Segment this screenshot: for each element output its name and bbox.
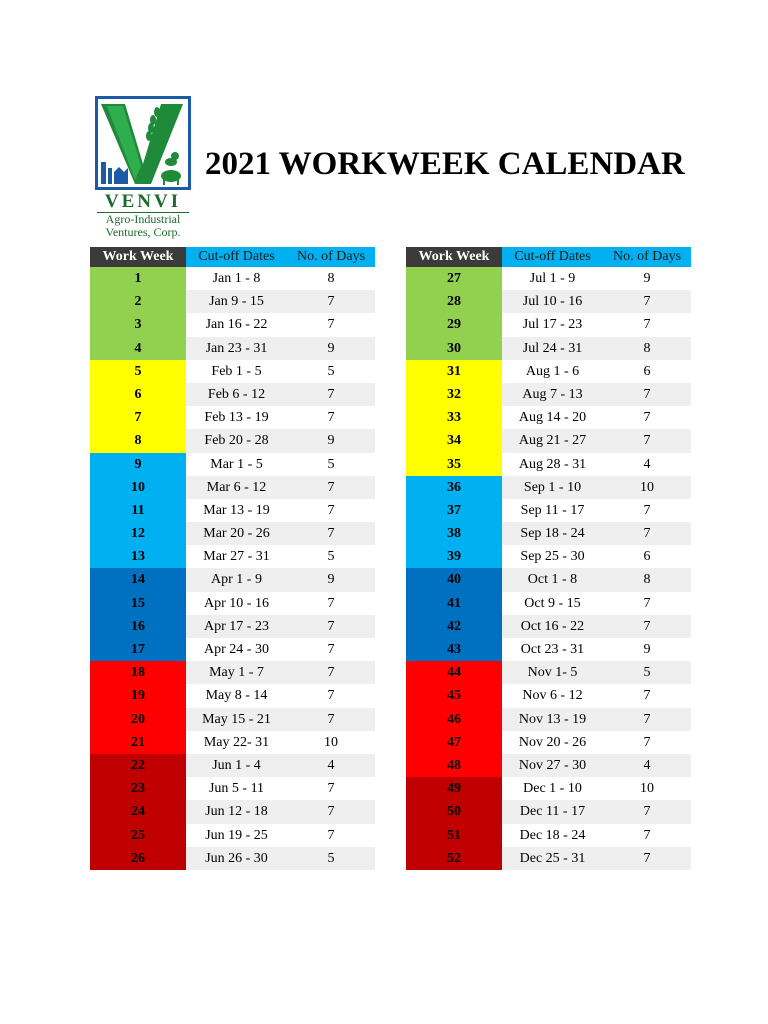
- no-of-days-cell: 9: [287, 568, 375, 591]
- table-row: [406, 661, 691, 684]
- no-of-days-cell: 5: [287, 545, 375, 568]
- no-of-days-cell: 5: [287, 847, 375, 870]
- work-week-cell: 27: [406, 267, 502, 290]
- work-week-cell: 10: [90, 476, 186, 499]
- table-row: [406, 522, 691, 545]
- work-week-cell: 40: [406, 568, 502, 591]
- work-week-cell: 32: [406, 383, 502, 406]
- workweek-table-right: [406, 247, 691, 870]
- table-row: [90, 661, 375, 684]
- cutoff-dates-cell: Jun 12 - 18: [186, 800, 287, 823]
- table-row: [90, 522, 375, 545]
- work-week-cell: 37: [406, 499, 502, 522]
- no-of-days-cell: 7: [603, 290, 691, 313]
- work-week-cell: 50: [406, 800, 502, 823]
- work-week-cell: 25: [90, 824, 186, 847]
- cutoff-dates-cell: Mar 1 - 5: [186, 453, 287, 476]
- table-row: [406, 824, 691, 847]
- no-of-days-cell: 7: [603, 383, 691, 406]
- table-row: [90, 615, 375, 638]
- no-of-days-cell: 9: [287, 429, 375, 452]
- cutoff-dates-cell: Mar 6 - 12: [186, 476, 287, 499]
- workweek-table-left: [90, 247, 375, 870]
- no-of-days-cell: 9: [287, 337, 375, 360]
- table-row: [90, 777, 375, 800]
- table-row: [90, 708, 375, 731]
- cutoff-dates-cell: Jun 19 - 25: [186, 824, 287, 847]
- work-week-cell: 21: [90, 731, 186, 754]
- no-of-days-cell: 10: [287, 731, 375, 754]
- table-row: [90, 267, 375, 290]
- table-row: [406, 800, 691, 823]
- table-row: [406, 267, 691, 290]
- table-row: [406, 568, 691, 591]
- no-of-days-cell: 8: [603, 337, 691, 360]
- header-no-of-days: No. of Days: [287, 247, 375, 267]
- work-week-cell: 20: [90, 708, 186, 731]
- no-of-days-cell: 7: [287, 499, 375, 522]
- table-row: [90, 429, 375, 452]
- work-week-cell: 48: [406, 754, 502, 777]
- work-week-cell: 22: [90, 754, 186, 777]
- cutoff-dates-cell: Feb 20 - 28: [186, 429, 287, 452]
- table-header: [90, 247, 375, 267]
- table-row: [90, 545, 375, 568]
- table-row: [90, 731, 375, 754]
- work-week-cell: 12: [90, 522, 186, 545]
- work-week-cell: 31: [406, 360, 502, 383]
- no-of-days-cell: 9: [603, 638, 691, 661]
- cutoff-dates-cell: Dec 11 - 17: [502, 800, 603, 823]
- cutoff-dates-cell: Dec 18 - 24: [502, 824, 603, 847]
- work-week-cell: 14: [90, 568, 186, 591]
- cutoff-dates-cell: Aug 7 - 13: [502, 383, 603, 406]
- no-of-days-cell: 7: [287, 615, 375, 638]
- cutoff-dates-cell: Aug 1 - 6: [502, 360, 603, 383]
- no-of-days-cell: 7: [287, 708, 375, 731]
- cutoff-dates-cell: Apr 24 - 30: [186, 638, 287, 661]
- work-week-cell: 44: [406, 661, 502, 684]
- cutoff-dates-cell: Apr 17 - 23: [186, 615, 287, 638]
- no-of-days-cell: 7: [287, 592, 375, 615]
- no-of-days-cell: 7: [603, 731, 691, 754]
- work-week-cell: 23: [90, 777, 186, 800]
- cutoff-dates-cell: Mar 13 - 19: [186, 499, 287, 522]
- no-of-days-cell: 5: [603, 661, 691, 684]
- no-of-days-cell: 4: [603, 453, 691, 476]
- cutoff-dates-cell: Nov 13 - 19: [502, 708, 603, 731]
- cutoff-dates-cell: Oct 9 - 15: [502, 592, 603, 615]
- work-week-cell: 17: [90, 638, 186, 661]
- work-week-cell: 7: [90, 406, 186, 429]
- no-of-days-cell: 7: [287, 383, 375, 406]
- work-week-cell: 11: [90, 499, 186, 522]
- cutoff-dates-cell: May 15 - 21: [186, 708, 287, 731]
- cutoff-dates-cell: Jan 23 - 31: [186, 337, 287, 360]
- no-of-days-cell: 10: [603, 476, 691, 499]
- no-of-days-cell: 7: [287, 476, 375, 499]
- no-of-days-cell: 7: [603, 800, 691, 823]
- table-row: [406, 383, 691, 406]
- cutoff-dates-cell: Jan 16 - 22: [186, 313, 287, 336]
- work-week-cell: 8: [90, 429, 186, 452]
- cutoff-dates-cell: Jun 26 - 30: [186, 847, 287, 870]
- work-week-cell: 16: [90, 615, 186, 638]
- no-of-days-cell: 7: [603, 592, 691, 615]
- header-cutoff-dates: Cut-off Dates: [502, 247, 603, 267]
- work-week-cell: 28: [406, 290, 502, 313]
- cutoff-dates-cell: Aug 21 - 27: [502, 429, 603, 452]
- work-week-cell: 52: [406, 847, 502, 870]
- table-row: [90, 684, 375, 707]
- cutoff-dates-cell: Oct 23 - 31: [502, 638, 603, 661]
- work-week-cell: 18: [90, 661, 186, 684]
- table-row: [90, 568, 375, 591]
- cutoff-dates-cell: Jul 1 - 9: [502, 267, 603, 290]
- no-of-days-cell: 7: [603, 824, 691, 847]
- table-row: [406, 545, 691, 568]
- table-row: [406, 754, 691, 777]
- table-row: [406, 429, 691, 452]
- work-week-cell: 4: [90, 337, 186, 360]
- table-body: [90, 267, 375, 870]
- work-week-cell: 45: [406, 684, 502, 707]
- table-row: [406, 337, 691, 360]
- no-of-days-cell: 10: [603, 777, 691, 800]
- work-week-cell: 43: [406, 638, 502, 661]
- venvi-emblem-icon: [95, 96, 191, 190]
- table-row: [406, 290, 691, 313]
- logo-emblem: [95, 96, 191, 190]
- cutoff-dates-cell: Sep 25 - 30: [502, 545, 603, 568]
- cutoff-dates-cell: Sep 1 - 10: [502, 476, 603, 499]
- no-of-days-cell: 7: [603, 499, 691, 522]
- no-of-days-cell: 7: [603, 522, 691, 545]
- work-week-cell: 47: [406, 731, 502, 754]
- table-row: [406, 638, 691, 661]
- work-week-cell: 30: [406, 337, 502, 360]
- no-of-days-cell: 7: [287, 290, 375, 313]
- work-week-cell: 49: [406, 777, 502, 800]
- no-of-days-cell: 6: [603, 360, 691, 383]
- logo-tagline-1: Agro-Industrial: [105, 212, 181, 226]
- work-week-cell: 29: [406, 313, 502, 336]
- table-row: [90, 337, 375, 360]
- table-row: [406, 453, 691, 476]
- table-body: [406, 267, 691, 870]
- no-of-days-cell: 7: [603, 847, 691, 870]
- no-of-days-cell: 7: [287, 313, 375, 336]
- table-row: [90, 499, 375, 522]
- cutoff-dates-cell: Apr 1 - 9: [186, 568, 287, 591]
- table-row: [406, 499, 691, 522]
- work-week-cell: 41: [406, 592, 502, 615]
- cutoff-dates-cell: Jan 1 - 8: [186, 267, 287, 290]
- header-no-of-days: No. of Days: [603, 247, 691, 267]
- cutoff-dates-cell: Mar 27 - 31: [186, 545, 287, 568]
- cutoff-dates-cell: Jun 1 - 4: [186, 754, 287, 777]
- no-of-days-cell: 7: [287, 522, 375, 545]
- cutoff-dates-cell: Nov 1- 5: [502, 661, 603, 684]
- work-week-cell: 6: [90, 383, 186, 406]
- no-of-days-cell: 6: [603, 545, 691, 568]
- work-week-cell: 33: [406, 406, 502, 429]
- no-of-days-cell: 7: [603, 615, 691, 638]
- cutoff-dates-cell: May 1 - 7: [186, 661, 287, 684]
- no-of-days-cell: 7: [603, 406, 691, 429]
- no-of-days-cell: 7: [287, 684, 375, 707]
- cutoff-dates-cell: Dec 25 - 31: [502, 847, 603, 870]
- no-of-days-cell: 7: [287, 777, 375, 800]
- company-logo: [95, 96, 191, 242]
- work-week-cell: 9: [90, 453, 186, 476]
- work-week-cell: 42: [406, 615, 502, 638]
- table-row: [90, 847, 375, 870]
- table-row: [90, 383, 375, 406]
- no-of-days-cell: 7: [287, 661, 375, 684]
- table-row: [406, 476, 691, 499]
- header-cutoff-dates: Cut-off Dates: [186, 247, 287, 267]
- work-week-cell: 15: [90, 592, 186, 615]
- cutoff-dates-cell: Jan 9 - 15: [186, 290, 287, 313]
- table-row: [90, 592, 375, 615]
- table-row: [90, 824, 375, 847]
- table-row: [90, 800, 375, 823]
- cutoff-dates-cell: Sep 18 - 24: [502, 522, 603, 545]
- no-of-days-cell: 4: [287, 754, 375, 777]
- cutoff-dates-cell: Aug 14 - 20: [502, 406, 603, 429]
- cutoff-dates-cell: Oct 16 - 22: [502, 615, 603, 638]
- cutoff-dates-cell: Feb 1 - 5: [186, 360, 287, 383]
- work-week-cell: 38: [406, 522, 502, 545]
- work-week-cell: 39: [406, 545, 502, 568]
- table-row: [406, 684, 691, 707]
- no-of-days-cell: 7: [287, 824, 375, 847]
- work-week-cell: 35: [406, 453, 502, 476]
- no-of-days-cell: 5: [287, 453, 375, 476]
- header-work-week: Work Week: [406, 247, 502, 267]
- no-of-days-cell: 8: [287, 267, 375, 290]
- table-row: [406, 847, 691, 870]
- work-week-cell: 19: [90, 684, 186, 707]
- cutoff-dates-cell: Jul 17 - 23: [502, 313, 603, 336]
- cutoff-dates-cell: May 8 - 14: [186, 684, 287, 707]
- logo-tagline-2: Ventures, Corp.: [105, 225, 181, 239]
- header-work-week: Work Week: [90, 247, 186, 267]
- table-row: [406, 313, 691, 336]
- table-row: [406, 731, 691, 754]
- cutoff-dates-cell: Nov 6 - 12: [502, 684, 603, 707]
- table-row: [90, 754, 375, 777]
- no-of-days-cell: 7: [287, 638, 375, 661]
- cutoff-dates-cell: Jun 5 - 11: [186, 777, 287, 800]
- work-week-cell: 2: [90, 290, 186, 313]
- work-week-cell: 36: [406, 476, 502, 499]
- cutoff-dates-cell: Oct 1 - 8: [502, 568, 603, 591]
- cutoff-dates-cell: Mar 20 - 26: [186, 522, 287, 545]
- table-row: [406, 360, 691, 383]
- table-row: [406, 708, 691, 731]
- table-header: [406, 247, 691, 267]
- work-week-cell: 3: [90, 313, 186, 336]
- work-week-cell: 51: [406, 824, 502, 847]
- cutoff-dates-cell: Sep 11 - 17: [502, 499, 603, 522]
- logo-brand-text: VENVI: [104, 191, 182, 212]
- work-week-cell: 34: [406, 429, 502, 452]
- cutoff-dates-cell: May 22- 31: [186, 731, 287, 754]
- table-row: [90, 638, 375, 661]
- page-title: 2021 WORKWEEK CALENDAR: [205, 146, 685, 182]
- no-of-days-cell: 9: [603, 267, 691, 290]
- work-week-cell: 13: [90, 545, 186, 568]
- cutoff-dates-cell: Jul 24 - 31: [502, 337, 603, 360]
- table-row: [90, 453, 375, 476]
- no-of-days-cell: 7: [287, 800, 375, 823]
- cutoff-dates-cell: Nov 20 - 26: [502, 731, 603, 754]
- table-row: [406, 406, 691, 429]
- cutoff-dates-cell: Jul 10 - 16: [502, 290, 603, 313]
- table-row: [90, 290, 375, 313]
- work-week-cell: 24: [90, 800, 186, 823]
- table-row: [406, 777, 691, 800]
- no-of-days-cell: 8: [603, 568, 691, 591]
- table-row: [90, 313, 375, 336]
- table-row: [90, 476, 375, 499]
- cutoff-dates-cell: Feb 13 - 19: [186, 406, 287, 429]
- no-of-days-cell: 5: [287, 360, 375, 383]
- table-row: [90, 406, 375, 429]
- no-of-days-cell: 7: [603, 313, 691, 336]
- no-of-days-cell: 7: [603, 708, 691, 731]
- no-of-days-cell: 7: [287, 406, 375, 429]
- no-of-days-cell: 7: [603, 429, 691, 452]
- table-row: [406, 615, 691, 638]
- cutoff-dates-cell: Dec 1 - 10: [502, 777, 603, 800]
- cutoff-dates-cell: Feb 6 - 12: [186, 383, 287, 406]
- work-week-cell: 46: [406, 708, 502, 731]
- work-week-cell: 1: [90, 267, 186, 290]
- cutoff-dates-cell: Nov 27 - 30: [502, 754, 603, 777]
- work-week-cell: 26: [90, 847, 186, 870]
- no-of-days-cell: 4: [603, 754, 691, 777]
- cutoff-dates-cell: Aug 28 - 31: [502, 453, 603, 476]
- no-of-days-cell: 7: [603, 684, 691, 707]
- cutoff-dates-cell: Apr 10 - 16: [186, 592, 287, 615]
- table-row: [406, 592, 691, 615]
- table-row: [90, 360, 375, 383]
- work-week-cell: 5: [90, 360, 186, 383]
